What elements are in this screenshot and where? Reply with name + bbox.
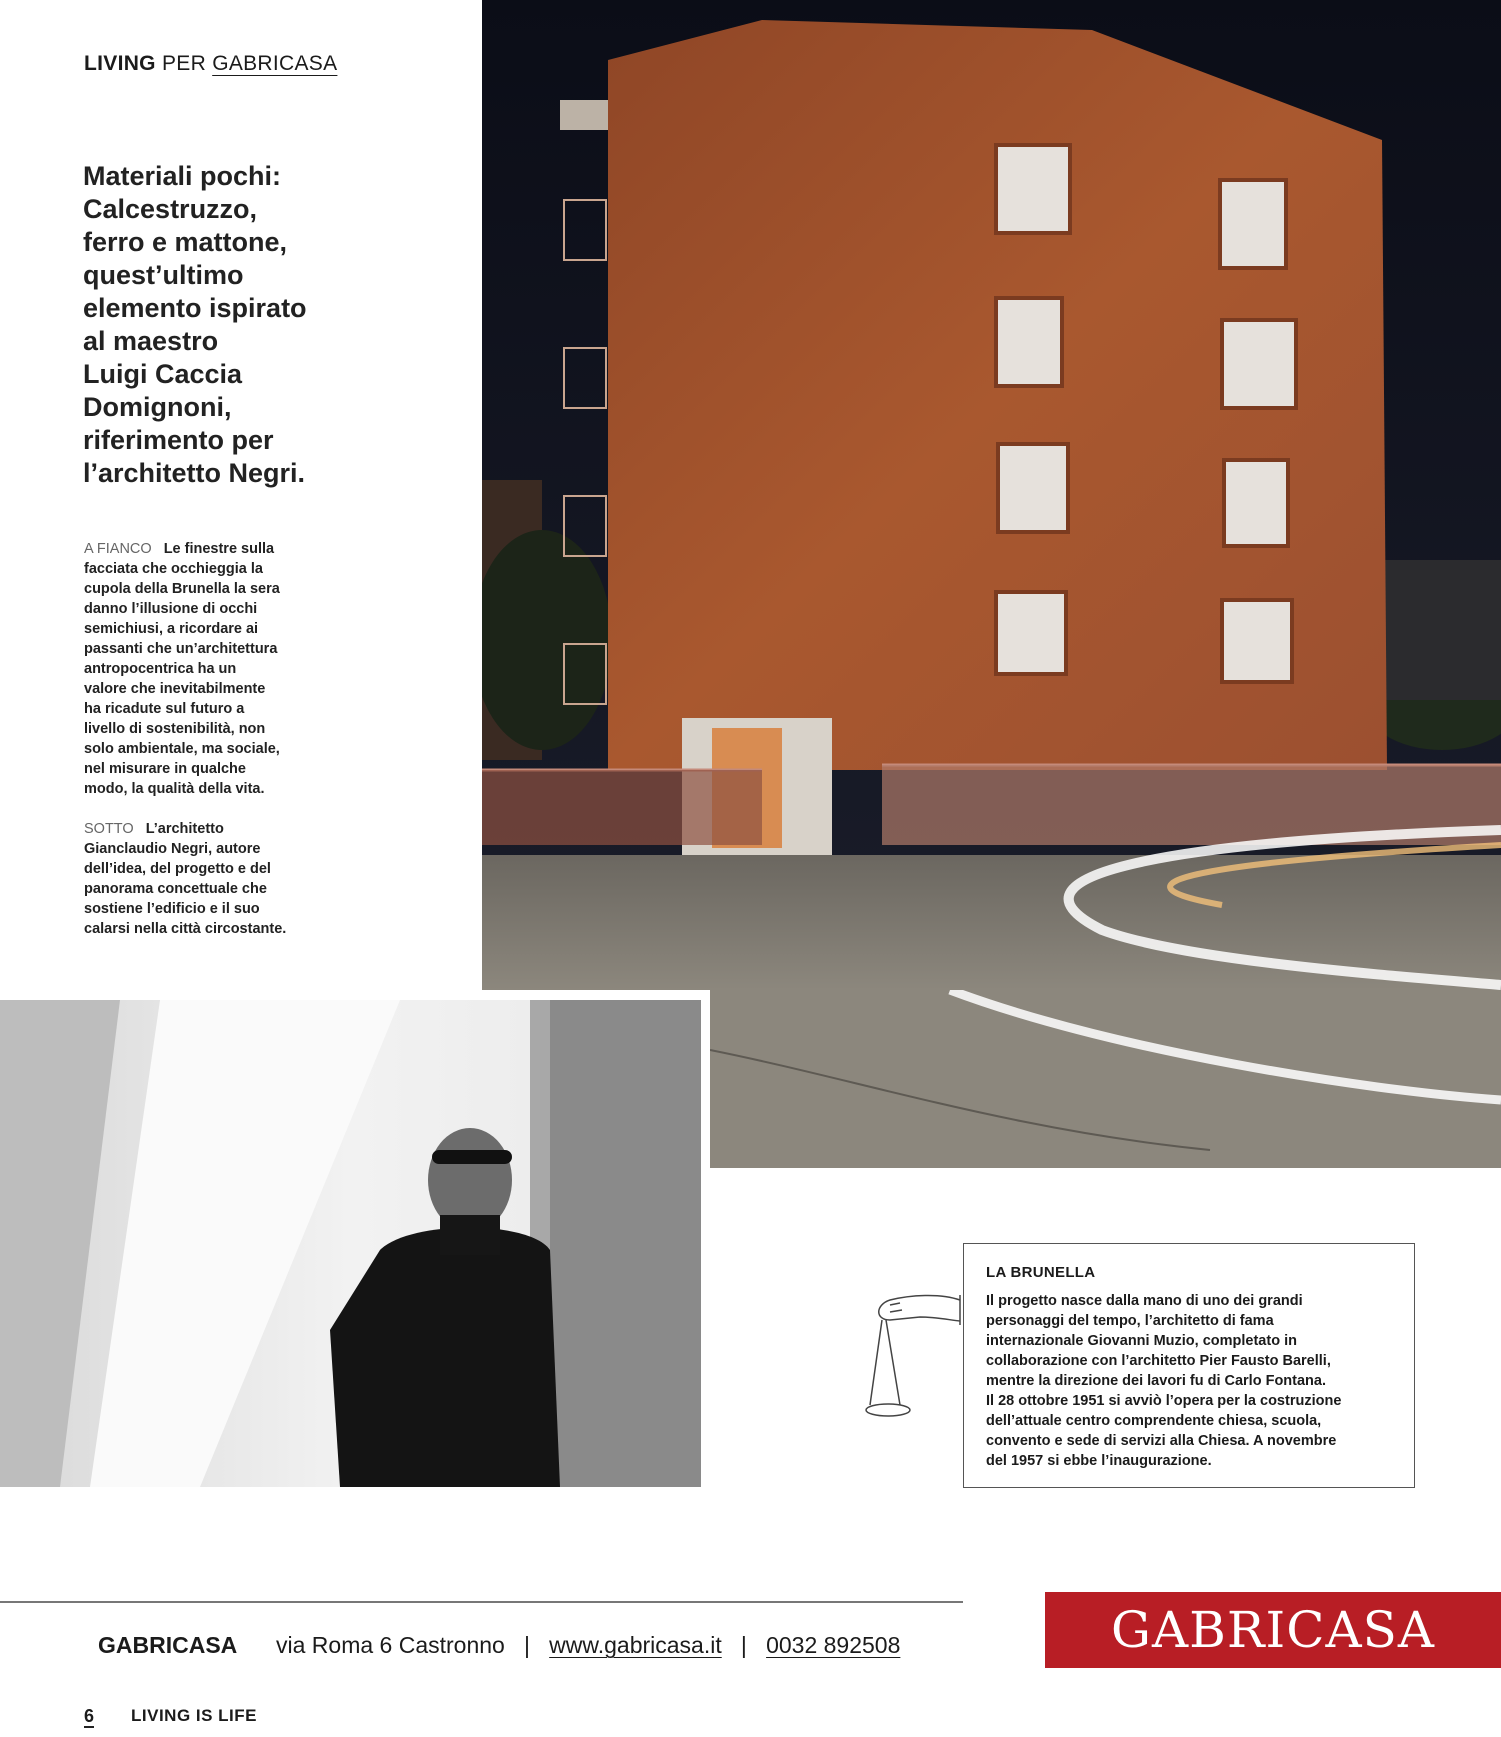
- footer-divider: [0, 1601, 963, 1603]
- infobox-line: mentre la direzione dei lavori fu di Carlo Fontana.: [986, 1373, 1327, 1389]
- building-night-photo: [482, 0, 1501, 990]
- caption-line: ha ricadute sul futuro a: [84, 701, 245, 717]
- running-section-title: LIVING IS LIFE: [131, 1706, 258, 1725]
- caption-line: L’architetto: [145, 821, 224, 837]
- infobox-line: Il 28 ottobre 1951 si avviò l’opera per la costruzione: [986, 1393, 1342, 1409]
- caption-line: semichiusi, a ricordare ai: [84, 621, 259, 637]
- caption-line: valore che inevitabilmente: [84, 681, 266, 697]
- caption-line: dell’idea, del progetto e del: [84, 861, 271, 877]
- footer-separator: |: [524, 1632, 530, 1658]
- footer-separator: |: [740, 1632, 747, 1658]
- pull-quote-line: al maestro: [83, 326, 219, 356]
- footer-contact: [276, 1632, 900, 1659]
- caption-line: panorama concettuale che: [84, 881, 267, 897]
- kicker-per: PER: [161, 52, 207, 75]
- kicker-brand: GABRICASA: [212, 52, 338, 75]
- infobox-line: collaborazione con l’architetto Pier Fausto Barelli,: [986, 1353, 1331, 1369]
- architect-portrait-photo: [0, 1000, 701, 1487]
- infobox-line: Il progetto nasce dalla mano di uno dei grandi: [986, 1293, 1303, 1309]
- infobox-line: internazionale Giovanni Muzio, completato in: [986, 1333, 1297, 1349]
- footer-address: via Roma 6 Castronno: [276, 1632, 505, 1658]
- caption-line: calarsi nella città circostante.: [84, 921, 287, 937]
- kicker-living: LIVING: [84, 52, 156, 75]
- infobox-text: [986, 1291, 1392, 1471]
- footer-brand: GABRICASA: [98, 1632, 238, 1658]
- caption-line: danno l’illusione di occhi: [84, 601, 258, 617]
- page-number: 6: [84, 1706, 95, 1726]
- building-photo-road: [710, 990, 1501, 1168]
- caption-line: nel misurare in qualche: [84, 761, 246, 777]
- la-brunella-box: [963, 1243, 1415, 1488]
- pull-quote-line: riferimento per: [83, 425, 274, 455]
- pull-quote-line: ferro e mattone,: [83, 227, 288, 257]
- infobox-line: dell’attuale centro comprendente chiesa, scuola,: [986, 1413, 1322, 1429]
- pull-quote-line: Calcestruzzo,: [83, 194, 258, 224]
- pull-quote-line: Materiali pochi:: [83, 161, 282, 191]
- footer-website-link[interactable]: www.gabricasa.it: [549, 1632, 722, 1658]
- caption-label: A FIANCO: [84, 541, 152, 557]
- pull-quote-line: Luigi Caccia: [83, 359, 243, 389]
- caption-line: Gianclaudio Negri, autore: [84, 841, 261, 857]
- caption-line: livello di sostenibilità, non: [84, 721, 266, 737]
- caption-line: passanti che un’architettura: [84, 641, 278, 657]
- caption-label: SOTTO: [84, 821, 134, 837]
- infobox-line: convento e sede di servizi alla Chiesa. A novembre: [986, 1433, 1337, 1449]
- section-kicker: [84, 52, 337, 76]
- caption-sotto: [84, 819, 324, 939]
- footer-phone-link[interactable]: 0032 892508: [766, 1632, 901, 1658]
- caption-line: facciata che occhieggia la: [84, 561, 263, 577]
- infobox-line: del 1957 si ebbe l’inaugurazione.: [986, 1453, 1212, 1469]
- pull-quote-line: l’architetto Negri.: [83, 458, 306, 488]
- pull-quote-line: elemento ispirato: [83, 293, 307, 323]
- caption-line: modo, la qualità della vita.: [84, 781, 265, 797]
- caption-line: Le finestre sulla: [163, 541, 275, 557]
- pull-quote-line: quest’ultimo: [83, 260, 244, 290]
- caption-line: antropocentrica ha un: [84, 661, 237, 677]
- caption-a-fianco: [84, 539, 324, 799]
- caption-line: solo ambientale, ma sociale,: [84, 741, 280, 757]
- pull-quote-line: Domignoni,: [83, 392, 232, 422]
- infobox-title: LA BRUNELLA: [986, 1264, 1096, 1281]
- gabricasa-logo: GABRICASA: [1045, 1592, 1501, 1668]
- infobox-line: personaggi del tempo, l’architetto di fama: [986, 1313, 1274, 1329]
- caption-line: sostiene l’edificio e il suo: [84, 901, 260, 917]
- caption-line: cupola della Brunella la sera: [84, 581, 280, 597]
- hand-compass-illustration: [860, 1275, 965, 1420]
- pull-quote: [83, 160, 423, 490]
